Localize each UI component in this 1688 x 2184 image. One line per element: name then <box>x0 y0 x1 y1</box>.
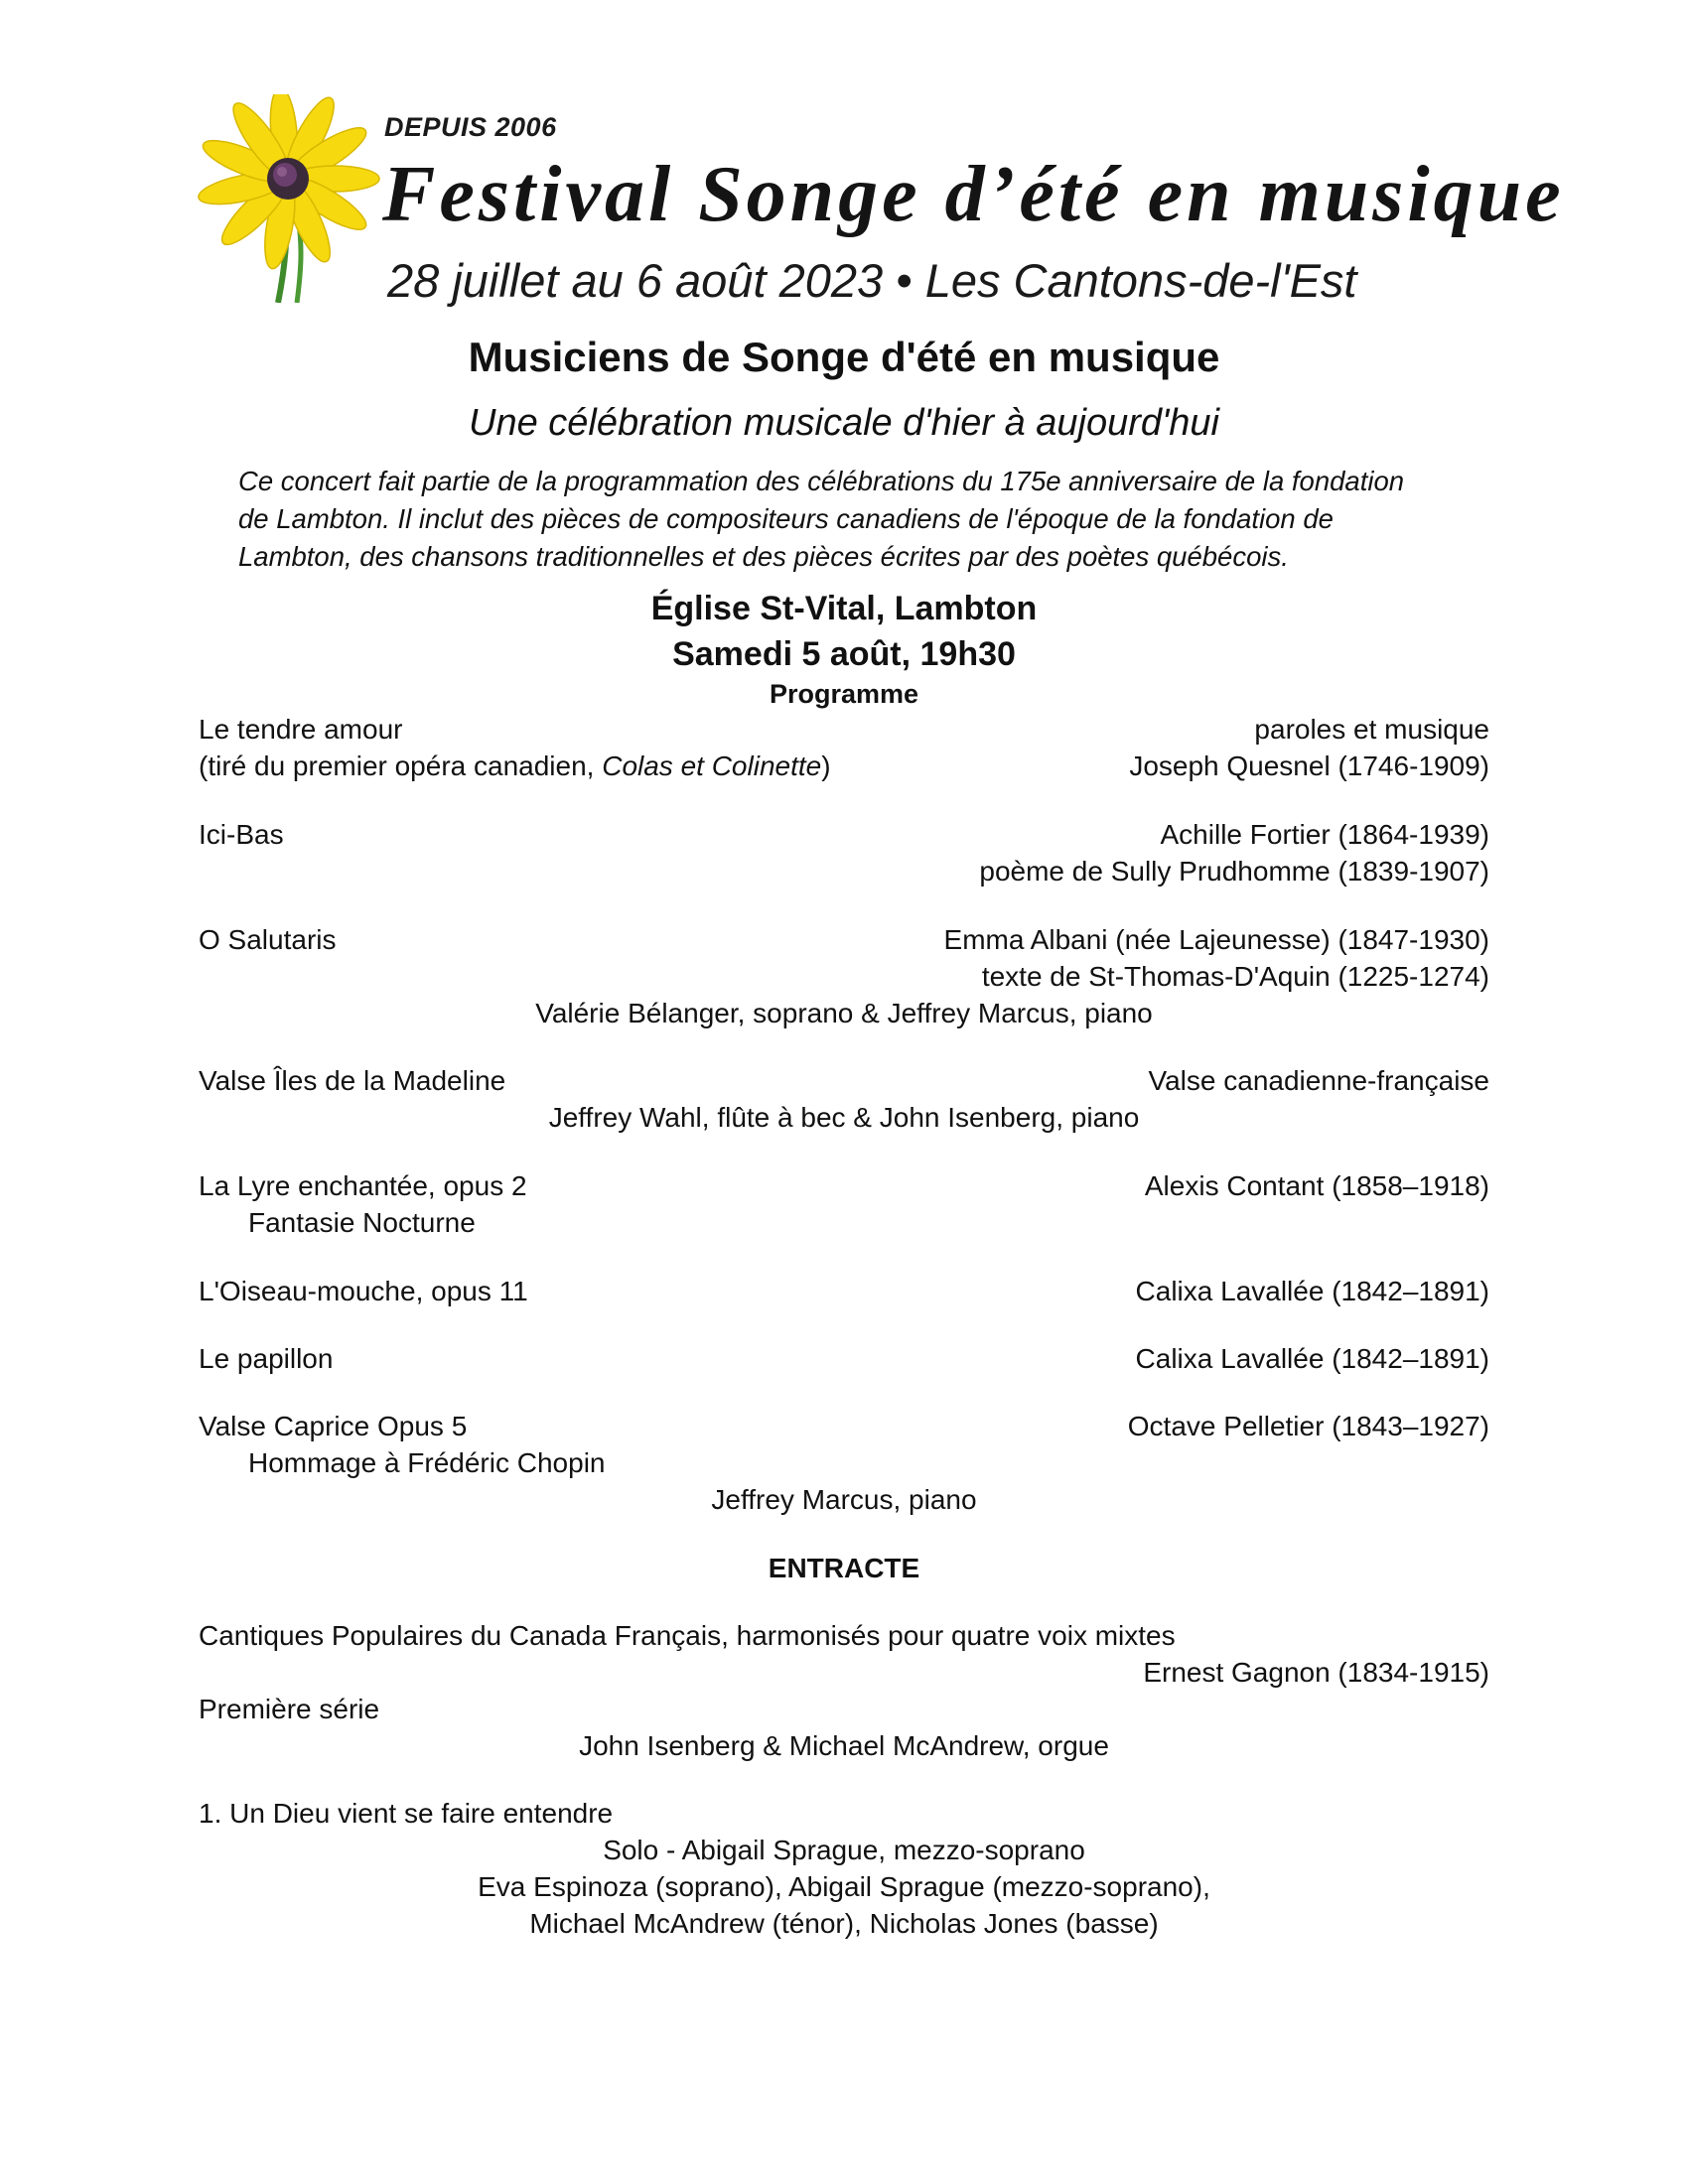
festival-dates: 28 juillet au 6 août 2023 • Les Cantons-de-l'Est <box>387 254 1357 307</box>
performers: Valérie Bélanger, soprano & Jeffrey Marcus, piano <box>535 998 1153 1028</box>
venue: Église St-Vital, Lambton <box>650 590 1038 627</box>
programme-heading: Programme <box>769 679 919 709</box>
intro-line: Lambton, des chansons traditionnelles et des pièces écrites par des poètes québécois. <box>238 541 1289 572</box>
piece-credit: poème de Sully Prudhomme (1839-1907) <box>979 856 1489 887</box>
piece-subtitle: Fantasie Nocturne <box>248 1207 476 1238</box>
piece-title: Ici-Bas <box>199 819 284 850</box>
performers: Jeffrey Marcus, piano <box>711 1484 977 1515</box>
piece-title: Cantiques Populaires du Canada Français, harmonisés pour quatre voix mixtes <box>199 1620 1176 1651</box>
concert-datetime: Samedi 5 août, 19h30 <box>672 635 1016 673</box>
intro-line: de Lambton. Il inclut des pièces de compositeurs canadiens de l'époque de la fondation de <box>238 503 1334 534</box>
piece-title: Valse Caprice Opus 5 <box>199 1411 468 1441</box>
festival-title: Festival Songe d’été en musique <box>382 151 1565 238</box>
piece-subtitle: Hommage à Frédéric Chopin <box>248 1447 606 1478</box>
piece-composer: Achille Fortier (1864-1939) <box>1160 819 1489 850</box>
piece-composer: Alexis Contant (1858–1918) <box>1144 1170 1489 1201</box>
page-subtitle: Une célébration musicale d'hier à aujourd'hui <box>469 402 1219 444</box>
piece-composer: Ernest Gagnon (1834-1915) <box>1143 1657 1489 1688</box>
piece-title: 1. Un Dieu vient se faire entendre <box>199 1798 614 1829</box>
piece-credit: texte de St-Thomas-D'Aquin (1225-1274) <box>981 961 1489 992</box>
festival-banner <box>194 94 1565 307</box>
piece-credit: Valse canadienne-française <box>1148 1065 1489 1096</box>
piece-note: (tiré du premier opéra canadien, Colas et Colinette) <box>199 751 831 781</box>
choir: Michael McAndrew (ténor), Nicholas Jones (basse) <box>529 1908 1159 1939</box>
page-title: Musiciens de Songe d'été en musique <box>468 334 1220 380</box>
piece-title: Le tendre amour <box>199 714 403 745</box>
intro-paragraph <box>238 463 1460 576</box>
intermission-label: ENTRACTE <box>768 1553 920 1583</box>
piece-composer: Joseph Quesnel (1746-1909) <box>1129 751 1489 781</box>
piece-title: Le papillon <box>199 1343 334 1374</box>
piece-title: La Lyre enchantée, opus 2 <box>199 1170 527 1201</box>
performers: John Isenberg & Michael McAndrew, orgue <box>579 1730 1109 1761</box>
performers: Jeffrey Wahl, flûte à bec & John Isenberg, piano <box>548 1102 1140 1133</box>
piece-composer: Octave Pelletier (1843–1927) <box>1127 1411 1489 1441</box>
piece-composer: Calixa Lavallée (1842–1891) <box>1135 1276 1489 1306</box>
piece-credit: paroles et musique <box>1254 714 1489 745</box>
piece-composer: Calixa Lavallée (1842–1891) <box>1135 1343 1489 1374</box>
choir: Eva Espinoza (soprano), Abigail Sprague (mezzo-soprano), <box>478 1871 1210 1902</box>
since-label: DEPUIS 2006 <box>384 112 557 142</box>
opera-title: Colas et Colinette <box>602 751 822 781</box>
piece-composer: Emma Albani (née Lajeunesse) (1847-1930) <box>943 924 1489 955</box>
piece-subtitle: Première série <box>199 1694 380 1724</box>
intro-line: Ce concert fait partie de la programmation des célébrations du 175e anniversaire de la fondation <box>238 466 1405 496</box>
piece-title: O Salutaris <box>199 924 337 955</box>
piece-title: Valse Îles de la Madeline <box>199 1065 506 1096</box>
soloist: Solo - Abigail Sprague, mezzo-soprano <box>603 1835 1085 1865</box>
piece-title: L'Oiseau-mouche, opus 11 <box>199 1276 528 1306</box>
